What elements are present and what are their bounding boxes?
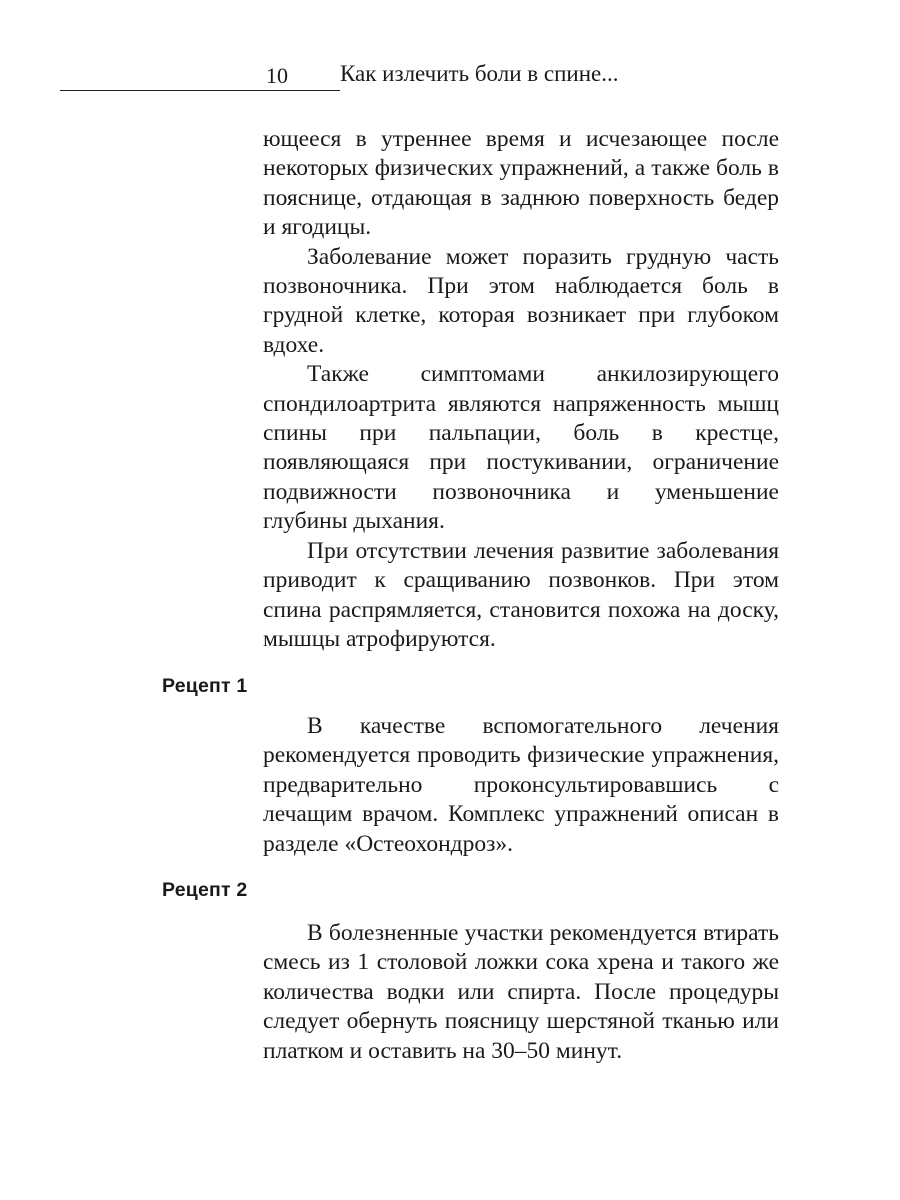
recipe-2-text (263, 919, 779, 1066)
header-rule (60, 90, 340, 91)
paragraph: При отсутствии лечения развитие заболевания приводит к сращиванию позвонков. При этом спина распрямляется, становится похожа на доску, мышцы атрофируются. (263, 537, 779, 652)
paragraph: ющееся в утреннее время и исчезающее после некоторых физических упражнений, а также боль в пояснице, отдающая в заднюю поверхность бедер и ягодицы. (263, 126, 779, 241)
recipe-1-text (263, 712, 779, 859)
running-title: Как излечить боли в спине... (340, 61, 619, 86)
paragraph: В болезненные участки рекомендуется втирать смесь из 1 столовой ложки сока хрена и такого же количества водки или спирта. После процедуры следует обернуть поясницу шерстяной тканью или платком и оставить на 30–50 минут. (263, 920, 779, 1064)
page-number: 10 (266, 63, 288, 88)
paragraph: Заболевание может поразить грудную часть позвоночника. При этом наблюдается боль в грудной клетке, которая возникает при глубоком вдохе. (263, 243, 779, 358)
paragraph: Также симптомами анкилозирующего спондилоартрита являются напряженность мышц спины при пальпации, боль в крестце, появляющаяся при постукивании, ограничение подвижности позвоночника и уменьшение глубины дыхания. (263, 361, 779, 535)
intro-text (263, 125, 779, 654)
recipe-1-heading: Рецепт 1 (162, 675, 248, 697)
recipe-2-heading: Рецепт 2 (162, 879, 248, 901)
paragraph: В качестве вспомогательного лечения рекомендуется проводить физические упражнения, предварительно проконсультировавшись с лечащим врачом. Комплекс упражнений описан в разделе «Остеохондроз». (263, 713, 779, 857)
